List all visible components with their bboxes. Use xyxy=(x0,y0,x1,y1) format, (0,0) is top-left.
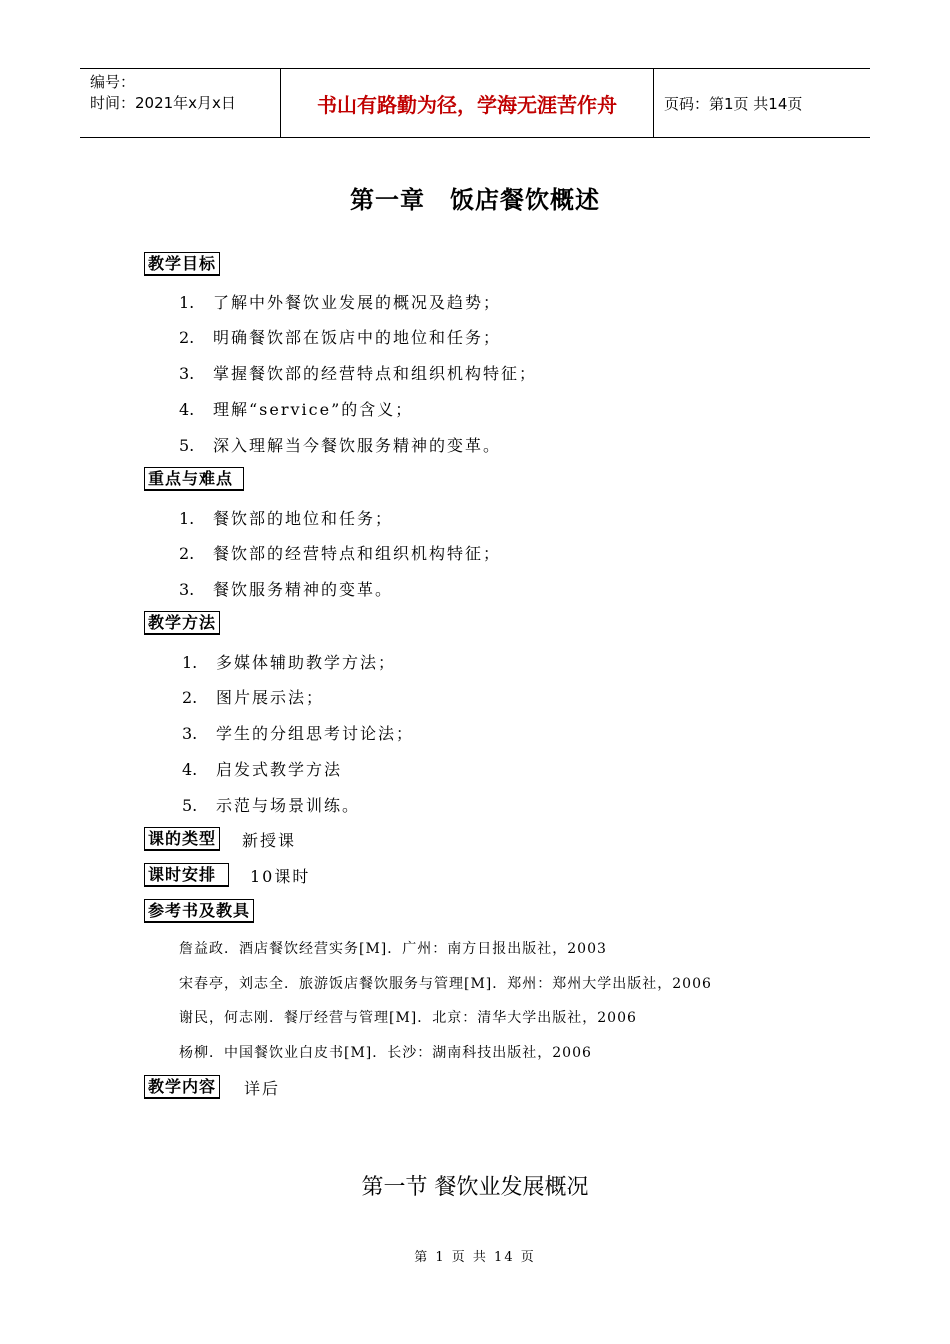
chapter-title: 第一章 饭店餐饮概述 xyxy=(350,186,600,214)
reference-item: 杨柳．中国餐饮业白皮书[M]．长沙：湖南科技出版社，2006 xyxy=(179,1045,592,1061)
header-motto: 书山有路勤为径，学海无涯苦作舟 xyxy=(281,69,654,137)
key-points-label: 重点与难点 xyxy=(144,467,244,491)
objective-item: 5. 深入理解当今餐饮服务精神的变革。 xyxy=(179,436,502,455)
key-point-item: 2. 餐饮部的经营特点和组织机构特征； xyxy=(179,544,502,563)
lesson-type-value: 新授课 xyxy=(242,831,297,850)
header-left-cell xyxy=(80,69,281,137)
schedule-label: 课时安排 xyxy=(144,863,229,887)
objective-item: 4. 理解“service”的含义； xyxy=(179,400,414,419)
content-label: 教学内容 xyxy=(144,1075,220,1099)
key-point-item: 3. 餐饮服务精神的变革。 xyxy=(179,580,394,599)
reference-item: 谢民，何志刚．餐厅经营与管理[M]．北京：清华大学出版社，2006 xyxy=(179,1010,637,1026)
reference-item: 宋春亭，刘志全．旅游饭店餐饮服务与管理[M]．郑州：郑州大学出版社，2006 xyxy=(179,976,712,992)
method-item: 2. 图片展示法； xyxy=(182,688,325,707)
page-footer: 第 1 页 共 14 页 xyxy=(414,1250,536,1265)
method-item: 3. 学生的分组思考讨论法； xyxy=(182,724,415,743)
page-header xyxy=(80,68,870,138)
objectives-label: 教学目标 xyxy=(144,252,220,276)
header-page-number: 页码：第1页 共14页 xyxy=(664,94,803,113)
reference-item: 詹益政．酒店餐饮经营实务[M]．广州：南方日报出版社，2003 xyxy=(179,941,607,957)
document-number-label: 编号： xyxy=(90,73,136,91)
references-label: 参考书及教具 xyxy=(144,899,254,923)
section-title: 第一节 餐饮业发展概况 xyxy=(361,1175,589,1200)
objective-item: 2. 明确餐饮部在饭店中的地位和任务； xyxy=(179,328,502,347)
schedule-value: 10课时 xyxy=(250,867,311,886)
method-item: 1. 多媒体辅助教学方法； xyxy=(182,653,397,672)
lesson-type-label: 课的类型 xyxy=(144,827,220,851)
objective-item: 3. 掌握餐饮部的经营特点和组织机构特征； xyxy=(179,364,538,383)
document-time-label: 时间：2021年x月x日 xyxy=(90,94,236,112)
objective-item: 1. 了解中外餐饮业发展的概况及趋势； xyxy=(179,293,502,312)
content-value: 详后 xyxy=(244,1079,281,1098)
methods-label: 教学方法 xyxy=(144,611,220,635)
method-item: 4. 启发式教学方法 xyxy=(182,760,343,779)
key-point-item: 1. 餐饮部的地位和任务； xyxy=(179,509,394,528)
method-item: 5. 示范与场景训练。 xyxy=(182,796,361,815)
